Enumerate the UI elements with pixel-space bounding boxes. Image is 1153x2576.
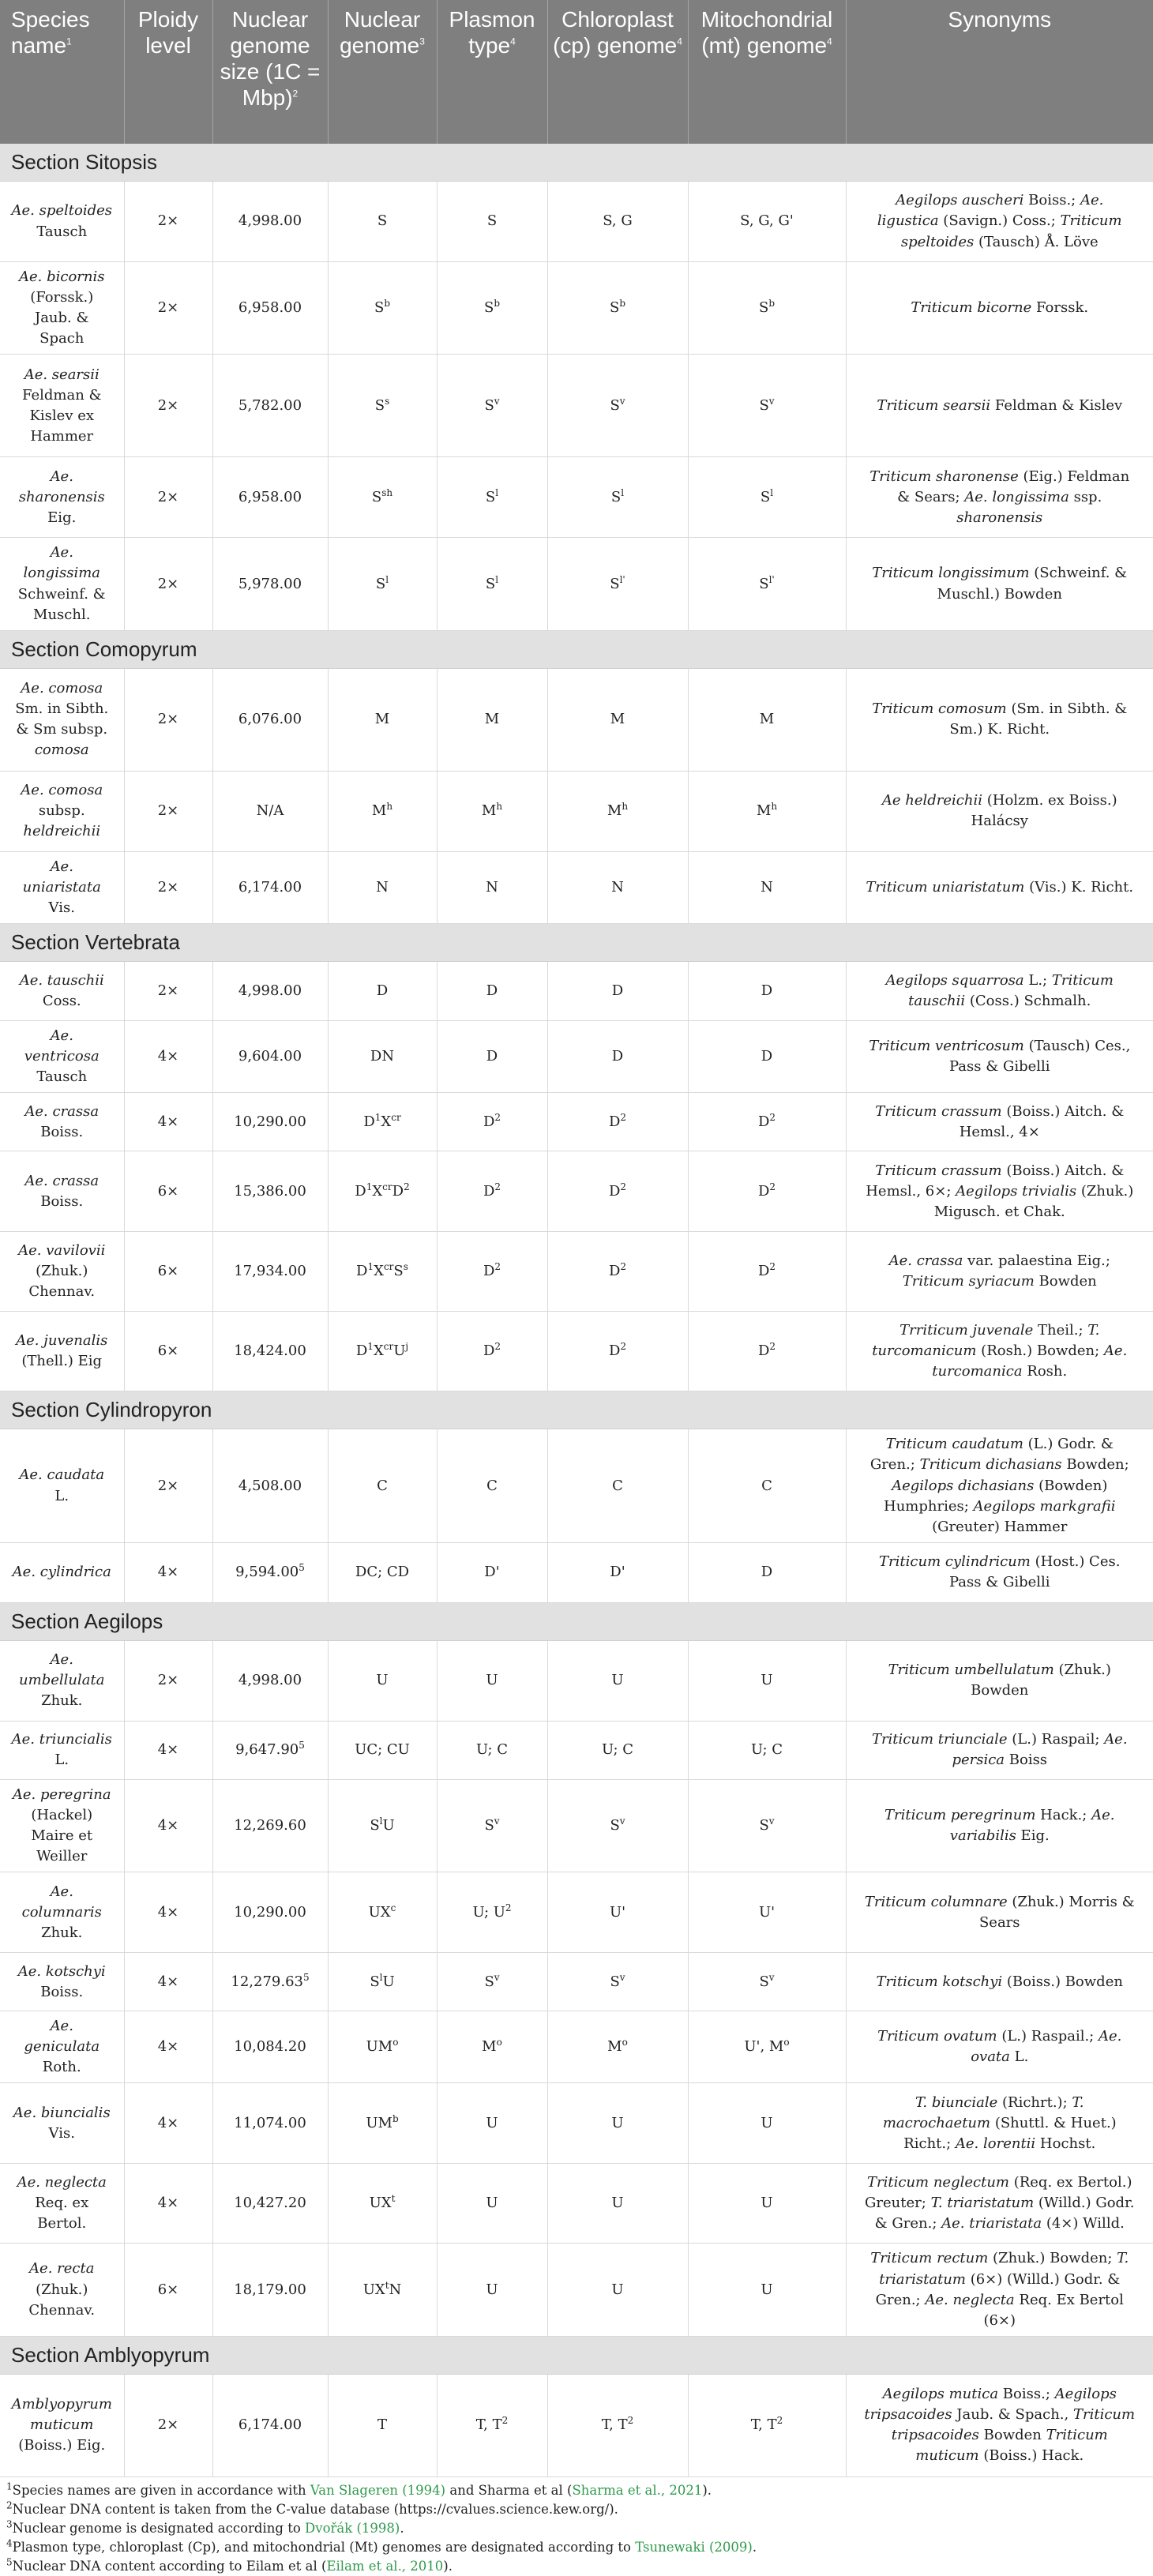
- nuclear-genome-cell: $S^lU$: [328, 1779, 437, 1872]
- nuclear-genome-cell: $S^{sh}$: [328, 457, 437, 538]
- nuclear-genome-cell: $S^s$: [328, 355, 437, 457]
- genome-size-cell: 18,179.00: [212, 2244, 328, 2336]
- column-header: [688, 0, 846, 144]
- table-row: [0, 1429, 1153, 1542]
- ploidy-cell: 4×: [124, 1779, 212, 1872]
- ploidy-cell: 4×: [124, 1542, 212, 1602]
- table-row: [0, 1312, 1153, 1391]
- genome-size-cell: 6,174.00: [212, 2374, 328, 2476]
- plasmon-cell: $S^l$: [437, 538, 547, 630]
- nuclear-genome-cell: $D^1X^{cr}S^s$: [328, 1232, 437, 1312]
- table-row: [0, 851, 1153, 923]
- plasmon-cell: U: [437, 1640, 547, 1721]
- synonyms-cell: Triticum cylindricum (Host.) Ces. Pass & Gibelli: [846, 1542, 1153, 1602]
- mitochondrial-cell: $S^{l'}$: [688, 538, 846, 630]
- synonyms-cell: Triticum kotschyi (Boiss.) Bowden: [846, 1953, 1153, 2011]
- species-cell: Ae. juvenalis (Thell.) Eig: [0, 1312, 124, 1391]
- section-row: [0, 630, 1153, 668]
- genome-size-cell: 11,074.00: [212, 2083, 328, 2164]
- synonyms-cell: Ae heldreichii (Holzm. ex Boiss.) Halácsy: [846, 771, 1153, 851]
- ploidy-cell: 6×: [124, 1151, 212, 1232]
- plasmon-cell: U: [437, 2083, 547, 2164]
- nuclear-genome-cell: DC; CD: [328, 1542, 437, 1602]
- synonyms-cell: Triticum rectum (Zhuk.) Bowden; T. triaristatum (6×) (Willd.) Godr. & Gren.; Ae. neglecta Req. Ex Bertol (6×): [846, 2244, 1153, 2336]
- header-row: [0, 0, 1153, 144]
- plasmon-cell: $D^2$: [437, 1312, 547, 1391]
- section-title: Section Cylindropyron: [0, 1391, 1153, 1429]
- nuclear-genome-cell: U: [328, 1640, 437, 1721]
- chloroplast-cell: $D^2$: [547, 1232, 688, 1312]
- table-row: [0, 538, 1153, 630]
- ploidy-cell: 4×: [124, 2164, 212, 2244]
- column-header: [0, 0, 124, 144]
- chloroplast-cell: U: [547, 2164, 688, 2244]
- species-cell: Ae. biuncialis Vis.: [0, 2083, 124, 2164]
- synonyms-cell: Aegilops mutica Boiss.; Aegilops tripsacoides Jaub. & Spach., Triticum tripsacoides Bowden Triticum muticum (Boiss.) Hack.: [846, 2374, 1153, 2476]
- plasmon-cell: T, $T^2$: [437, 2374, 547, 2476]
- table-row: [0, 1872, 1153, 1953]
- plasmon-cell: M: [437, 668, 547, 771]
- species-cell: Ae. recta (Zhuk.) Chennav.: [0, 2244, 124, 2336]
- synonyms-cell: T. biunciale (Richrt.); T. macrochaetum (Shuttl. & Huet.) Richt.; Ae. lorentii Hochst.: [846, 2083, 1153, 2164]
- plasmon-cell: $D^2$: [437, 1093, 547, 1151]
- species-cell: Ae. crassa Boiss.: [0, 1151, 124, 1232]
- nuclear-genome-cell: $UM^o$: [328, 2011, 437, 2083]
- nuclear-genome-cell: $D^1X^{cr}D^2$: [328, 1151, 437, 1232]
- column-header-text: Mitochondrial (mt) genome: [700, 7, 833, 58]
- species-cell: Ae. vavilovii (Zhuk.) Chennav.: [0, 1232, 124, 1312]
- plasmon-cell: $S^v$: [437, 1779, 547, 1872]
- mitochondrial-cell: $S^v$: [688, 355, 846, 457]
- ploidy-cell: 2×: [124, 668, 212, 771]
- mitochondrial-cell: $D^2$: [688, 1151, 846, 1232]
- ploidy-cell: 6×: [124, 1232, 212, 1312]
- species-cell: Ae. speltoides Tausch: [0, 182, 124, 262]
- chloroplast-cell: U: [547, 2244, 688, 2336]
- species-cell: Ae. peregrina (Hackel) Maire et Weiller: [0, 1779, 124, 1872]
- table-row: [0, 1093, 1153, 1151]
- mitochondrial-cell: N: [688, 851, 846, 923]
- species-cell: Ae. triuncialis L.: [0, 1721, 124, 1779]
- table-row: [0, 1779, 1153, 1872]
- plasmon-cell: S: [437, 182, 547, 262]
- plasmon-cell: $S^l$: [437, 457, 547, 538]
- table-row: [0, 355, 1153, 457]
- chloroplast-cell: $D^2$: [547, 1151, 688, 1232]
- table-row: [0, 1021, 1153, 1093]
- species-cell: Ae. kotschyi Boiss.: [0, 1953, 124, 2011]
- species-cell: Ae. comosa subsp. heldreichii: [0, 771, 124, 851]
- mitochondrial-cell: $S^v$: [688, 1953, 846, 2011]
- table-row: [0, 262, 1153, 355]
- nuclear-genome-cell: $S^b$: [328, 262, 437, 355]
- species-cell: Ae. geniculata Roth.: [0, 2011, 124, 2083]
- table-row: [0, 1151, 1153, 1232]
- mitochondrial-cell: T, $T^2$: [688, 2374, 846, 2476]
- chloroplast-cell: U': [547, 1872, 688, 1953]
- mitochondrial-cell: U: [688, 2164, 846, 2244]
- mitochondrial-cell: $S^v$: [688, 1779, 846, 1872]
- footnote-marker: 4: [827, 36, 832, 47]
- ploidy-cell: 2×: [124, 962, 212, 1021]
- genome-size-cell: 15,386.00: [212, 1151, 328, 1232]
- mitochondrial-cell: $S^l$: [688, 457, 846, 538]
- plasmon-cell: $M^o$: [437, 2011, 547, 2083]
- genome-size-cell: 4,998.00: [212, 1640, 328, 1721]
- mitochondrial-cell: C: [688, 1429, 846, 1542]
- plasmon-cell: U: [437, 2164, 547, 2244]
- species-cell: Ae. sharonensis Eig.: [0, 457, 124, 538]
- mitochondrial-cell: M: [688, 668, 846, 771]
- chloroplast-cell: U: [547, 2083, 688, 2164]
- plasmon-cell: U: [437, 2244, 547, 2336]
- genome-size-cell: 12,279.63$^5$: [212, 1953, 328, 2011]
- ploidy-cell: 4×: [124, 2011, 212, 2083]
- plasmon-cell: $S^b$: [437, 262, 547, 355]
- mitochondrial-cell: U': [688, 1872, 846, 1953]
- table-row: [0, 2374, 1153, 2476]
- section-title: Section Sitopsis: [0, 144, 1153, 182]
- genome-size-cell: 9,647.90$^5$: [212, 1721, 328, 1779]
- genome-size-cell: 10,290.00: [212, 1093, 328, 1151]
- genome-size-cell: 10,427.20: [212, 2164, 328, 2244]
- mitochondrial-cell: $D^2$: [688, 1312, 846, 1391]
- genome-size-cell: 12,269.60: [212, 1779, 328, 1872]
- nuclear-genome-cell: $D^1X^{cr}U^j$: [328, 1312, 437, 1391]
- table-row: [0, 2164, 1153, 2244]
- genome-size-cell: 6,958.00: [212, 457, 328, 538]
- ploidy-cell: 2×: [124, 2374, 212, 2476]
- chloroplast-cell: U: [547, 1640, 688, 1721]
- ploidy-cell: 2×: [124, 771, 212, 851]
- column-header-text: Ploidy level: [137, 7, 199, 58]
- ploidy-cell: 6×: [124, 2244, 212, 2336]
- genome-size-cell: 6,076.00: [212, 668, 328, 771]
- plasmon-cell: U; $U^2$: [437, 1872, 547, 1953]
- species-cell: Amblyopyrum muticum (Boiss.) Eig.: [0, 2374, 124, 2476]
- ploidy-cell: 6×: [124, 1312, 212, 1391]
- ploidy-cell: 2×: [124, 1429, 212, 1542]
- table-row: [0, 1232, 1153, 1312]
- synonyms-cell: Triticum ovatum (L.) Raspail.; Ae. ovata L.: [846, 2011, 1153, 2083]
- footnote-marker: 4: [677, 36, 682, 47]
- species-cell: Ae. uniaristata Vis.: [0, 851, 124, 923]
- nuclear-genome-cell: M: [328, 668, 437, 771]
- plasmon-cell: D: [437, 1021, 547, 1093]
- synonyms-cell: Triticum crassum (Boiss.) Aitch. & Hemsl., 6×; Aegilops trivialis (Zhuk.) Migusch. et Chak.: [846, 1151, 1153, 1232]
- footnote: $^1$Species names are given in accordance with Van Slageren (1994) and Sharma et al (Sharma et al., 2021).: [6, 2480, 712, 2498]
- genome-size-cell: 10,290.00: [212, 1872, 328, 1953]
- table-row: [0, 457, 1153, 538]
- chloroplast-cell: $S^v$: [547, 1779, 688, 1872]
- chloroplast-cell: T, $T^2$: [547, 2374, 688, 2476]
- ploidy-cell: 2×: [124, 457, 212, 538]
- table-row: [0, 2083, 1153, 2164]
- column-header-text: Nuclear genome: [340, 7, 421, 58]
- mitochondrial-cell: $M^h$: [688, 771, 846, 851]
- species-cell: Ae. longissima Schweinf. & Muschl.: [0, 538, 124, 630]
- mitochondrial-cell: $S^b$: [688, 262, 846, 355]
- section-row: [0, 924, 1153, 962]
- genome-size-cell: 18,424.00: [212, 1312, 328, 1391]
- species-cell: Ae. crassa Boiss.: [0, 1093, 124, 1151]
- synonyms-cell: Triticum bicorne Forssk.: [846, 262, 1153, 355]
- nuclear-genome-cell: DN: [328, 1021, 437, 1093]
- chloroplast-cell: $D^2$: [547, 1312, 688, 1391]
- genome-size-cell: 9,604.00: [212, 1021, 328, 1093]
- mitochondrial-cell: U; C: [688, 1721, 846, 1779]
- chloroplast-cell: $S^v$: [547, 355, 688, 457]
- genome-size-cell: 9,594.00$^5$: [212, 1542, 328, 1602]
- chloroplast-cell: M: [547, 668, 688, 771]
- species-cell: Ae. ventricosa Tausch: [0, 1021, 124, 1093]
- chloroplast-cell: D': [547, 1542, 688, 1602]
- ploidy-cell: 2×: [124, 355, 212, 457]
- table-row: [0, 182, 1153, 262]
- column-header: [437, 0, 547, 144]
- column-header-text: Synonyms: [948, 7, 1052, 32]
- chloroplast-cell: $D^2$: [547, 1093, 688, 1151]
- mitochondrial-cell: U: [688, 2083, 846, 2164]
- chloroplast-cell: $S^v$: [547, 1953, 688, 2011]
- synonyms-cell: Triticum triunciale (L.) Raspail; Ae. persica Boiss: [846, 1721, 1153, 1779]
- ploidy-cell: 2×: [124, 262, 212, 355]
- genome-size-cell: 17,934.00: [212, 1232, 328, 1312]
- column-header-text: Species name: [11, 7, 90, 58]
- column-header-text: Nuclear genome size (1C = Mbp): [220, 7, 321, 111]
- ploidy-cell: 4×: [124, 2083, 212, 2164]
- table-header: [0, 0, 1153, 144]
- nuclear-genome-cell: N: [328, 851, 437, 923]
- synonyms-cell: Triticum longissimum (Schweinf. & Muschl.) Bowden: [846, 538, 1153, 630]
- section-title: Section Amblyopyrum: [0, 2336, 1153, 2374]
- species-cell: Ae. umbellulata Zhuk.: [0, 1640, 124, 1721]
- synonyms-cell: Ae. crassa var. palaestina Eig.; Triticum syriacum Bowden: [846, 1232, 1153, 1312]
- species-cell: Ae. comosa Sm. in Sibth. & Sm subsp. comosa: [0, 668, 124, 771]
- section-row: [0, 1602, 1153, 1640]
- footnote: $^3$Nuclear genome is designated according to Dvořák (1998).: [6, 2518, 404, 2536]
- ploidy-cell: 2×: [124, 1640, 212, 1721]
- column-header: [328, 0, 437, 144]
- section-row: [0, 2336, 1153, 2374]
- ploidy-cell: 4×: [124, 1953, 212, 2011]
- mitochondrial-cell: S, G, G': [688, 182, 846, 262]
- nuclear-genome-cell: UC; CU: [328, 1721, 437, 1779]
- genome-size-cell: 5,978.00: [212, 538, 328, 630]
- ploidy-cell: 2×: [124, 538, 212, 630]
- species-cell: Ae. searsii Feldman & Kislev ex Hammer: [0, 355, 124, 457]
- synonyms-cell: Trriticum juvenale Theil.; T. turcomanicum (Rosh.) Bowden; Ae. turcomanica Rosh.: [846, 1312, 1153, 1391]
- nuclear-genome-cell: C: [328, 1429, 437, 1542]
- ploidy-cell: 4×: [124, 1872, 212, 1953]
- mitochondrial-cell: D: [688, 962, 846, 1021]
- chloroplast-cell: D: [547, 1021, 688, 1093]
- genome-size-cell: 5,782.00: [212, 355, 328, 457]
- column-header: [124, 0, 212, 144]
- footnote-marker: 4: [510, 36, 516, 47]
- plasmon-cell: N: [437, 851, 547, 923]
- synonyms-cell: Triticum comosum (Sm. in Sibth. & Sm.) K. Richt.: [846, 668, 1153, 771]
- synonyms-cell: Aegilops squarrosa L.; Triticum tauschii (Coss.) Schmalh.: [846, 962, 1153, 1021]
- footnote: $^2$Nuclear DNA content is taken from the C-value database (https://cvalues.science.kew.org/).: [6, 2499, 618, 2517]
- table-row: [0, 668, 1153, 771]
- synonyms-cell: Triticum crassum (Boiss.) Aitch. & Hemsl., 4×: [846, 1093, 1153, 1151]
- genome-size-cell: 6,958.00: [212, 262, 328, 355]
- column-header-text: Plasmon type: [449, 7, 535, 58]
- table-row: [0, 2011, 1153, 2083]
- plasmon-cell: $D^2$: [437, 1232, 547, 1312]
- plasmon-cell: U; C: [437, 1721, 547, 1779]
- nuclear-genome-cell: $UX^t$: [328, 2164, 437, 2244]
- column-header: [846, 0, 1153, 144]
- ploidy-cell: 2×: [124, 182, 212, 262]
- species-cell: Ae. neglecta Req. ex Bertol.: [0, 2164, 124, 2244]
- section-title: Section Aegilops: [0, 1602, 1153, 1640]
- nuclear-genome-cell: $UM^b$: [328, 2083, 437, 2164]
- mitochondrial-cell: U: [688, 1640, 846, 1721]
- mitochondrial-cell: U: [688, 2244, 846, 2336]
- plasmon-cell: C: [437, 1429, 547, 1542]
- plasmon-cell: $M^h$: [437, 771, 547, 851]
- nuclear-genome-cell: $UX^c$: [328, 1872, 437, 1953]
- mitochondrial-cell: U', $M^o$: [688, 2011, 846, 2083]
- synonyms-cell: Aegilops auscheri Boiss.; Ae. ligustica (Savign.) Coss.; Triticum speltoides (Tausch) Å. Löve: [846, 182, 1153, 262]
- nuclear-genome-cell: $M^h$: [328, 771, 437, 851]
- genome-size-cell: 4,508.00: [212, 1429, 328, 1542]
- chloroplast-cell: N: [547, 851, 688, 923]
- synonyms-cell: Triticum peregrinum Hack.; Ae. variabilis Eig.: [846, 1779, 1153, 1872]
- mitochondrial-cell: $D^2$: [688, 1232, 846, 1312]
- species-cell: Ae. tauschii Coss.: [0, 962, 124, 1021]
- section-title: Section Comopyrum: [0, 630, 1153, 668]
- chloroplast-cell: $S^l$: [547, 457, 688, 538]
- mitochondrial-cell: D: [688, 1021, 846, 1093]
- section-row: [0, 144, 1153, 182]
- mitochondrial-cell: $D^2$: [688, 1093, 846, 1151]
- section-title: Section Vertebrata: [0, 924, 1153, 962]
- footnote: $^5$Nuclear DNA content according to Eilam et al (Eilam et al., 2010).: [6, 2556, 453, 2574]
- genome-size-cell: 6,174.00: [212, 851, 328, 923]
- footnote: $^4$Plasmon type, chloroplast (Cp), and mitochondrial (Mt) genomes are designated according to Tsunewaki (2009).: [6, 2537, 757, 2555]
- species-cell: Ae. caudata L.: [0, 1429, 124, 1542]
- plasmon-cell: D: [437, 962, 547, 1021]
- table-row: [0, 1542, 1153, 1602]
- footnotes: [0, 2477, 1153, 2576]
- species-cell: Ae. cylindrica: [0, 1542, 124, 1602]
- plasmon-cell: $S^v$: [437, 355, 547, 457]
- genome-size-cell: 4,998.00: [212, 182, 328, 262]
- table-row: [0, 2244, 1153, 2336]
- genome-size-cell: N/A: [212, 771, 328, 851]
- plasmon-cell: D': [437, 1542, 547, 1602]
- plasmon-cell: $D^2$: [437, 1151, 547, 1232]
- chloroplast-cell: $S^{l'}$: [547, 538, 688, 630]
- nuclear-genome-cell: D: [328, 962, 437, 1021]
- chloroplast-cell: U; C: [547, 1721, 688, 1779]
- genome-size-cell: 4,998.00: [212, 962, 328, 1021]
- synonyms-cell: Triticum uniaristatum (Vis.) K. Richt.: [846, 851, 1153, 923]
- chloroplast-cell: C: [547, 1429, 688, 1542]
- column-header: [547, 0, 688, 144]
- footnote-marker: 3: [419, 36, 425, 47]
- table-row: [0, 1721, 1153, 1779]
- nuclear-genome-cell: $S^lU$: [328, 1953, 437, 2011]
- ploidy-cell: 2×: [124, 851, 212, 923]
- synonyms-cell: Triticum ventricosum (Tausch) Ces., Pass & Gibelli: [846, 1021, 1153, 1093]
- table-row: [0, 771, 1153, 851]
- ploidy-cell: 4×: [124, 1721, 212, 1779]
- synonyms-cell: Triticum sharonense (Eig.) Feldman & Sears; Ae. longissima ssp. sharonensis: [846, 457, 1153, 538]
- synonyms-cell: Triticum umbellulatum (Zhuk.) Bowden: [846, 1640, 1153, 1721]
- synonyms-cell: Triticum caudatum (L.) Godr. & Gren.; Triticum dichasians Bowden; Aegilops dichasians (Bowden) Humphries; Aegilops markgrafii (Greuter) Hammer: [846, 1429, 1153, 1542]
- species-cell: Ae. columnaris Zhuk.: [0, 1872, 124, 1953]
- column-header: [212, 0, 328, 144]
- section-row: [0, 1391, 1153, 1429]
- nuclear-genome-cell: $UX^tN$: [328, 2244, 437, 2336]
- species-cell: Ae. bicornis (Forssk.) Jaub. & Spach: [0, 262, 124, 355]
- table-row: [0, 1953, 1153, 2011]
- table-row: [0, 962, 1153, 1021]
- chloroplast-cell: $M^h$: [547, 771, 688, 851]
- nuclear-genome-cell: $D^1X^{cr}$: [328, 1093, 437, 1151]
- table-body: [0, 144, 1153, 2476]
- chloroplast-cell: $S^b$: [547, 262, 688, 355]
- mitochondrial-cell: D: [688, 1542, 846, 1602]
- table-row: [0, 1640, 1153, 1721]
- chloroplast-cell: S, G: [547, 182, 688, 262]
- synonyms-cell: Triticum columnare (Zhuk.) Morris & Sears: [846, 1872, 1153, 1953]
- ploidy-cell: 4×: [124, 1021, 212, 1093]
- column-header-text: Chloroplast (cp) genome: [553, 7, 678, 58]
- nuclear-genome-cell: T: [328, 2374, 437, 2476]
- chloroplast-cell: $M^o$: [547, 2011, 688, 2083]
- plasmon-cell: $S^v$: [437, 1953, 547, 2011]
- nuclear-genome-cell: S: [328, 182, 437, 262]
- genome-size-cell: 10,084.20: [212, 2011, 328, 2083]
- footnote-marker: 1: [66, 36, 72, 47]
- footnote-marker: 2: [292, 88, 299, 100]
- synonyms-cell: Triticum neglectum (Req. ex Bertol.) Greuter; T. triaristatum (Willd.) Godr. & Gren.; Ae. triaristata (4×) Willd.: [846, 2164, 1153, 2244]
- ploidy-cell: 4×: [124, 1093, 212, 1151]
- chloroplast-cell: D: [547, 962, 688, 1021]
- nuclear-genome-cell: $S^l$: [328, 538, 437, 630]
- synonyms-cell: Triticum searsii Feldman & Kislev: [846, 355, 1153, 457]
